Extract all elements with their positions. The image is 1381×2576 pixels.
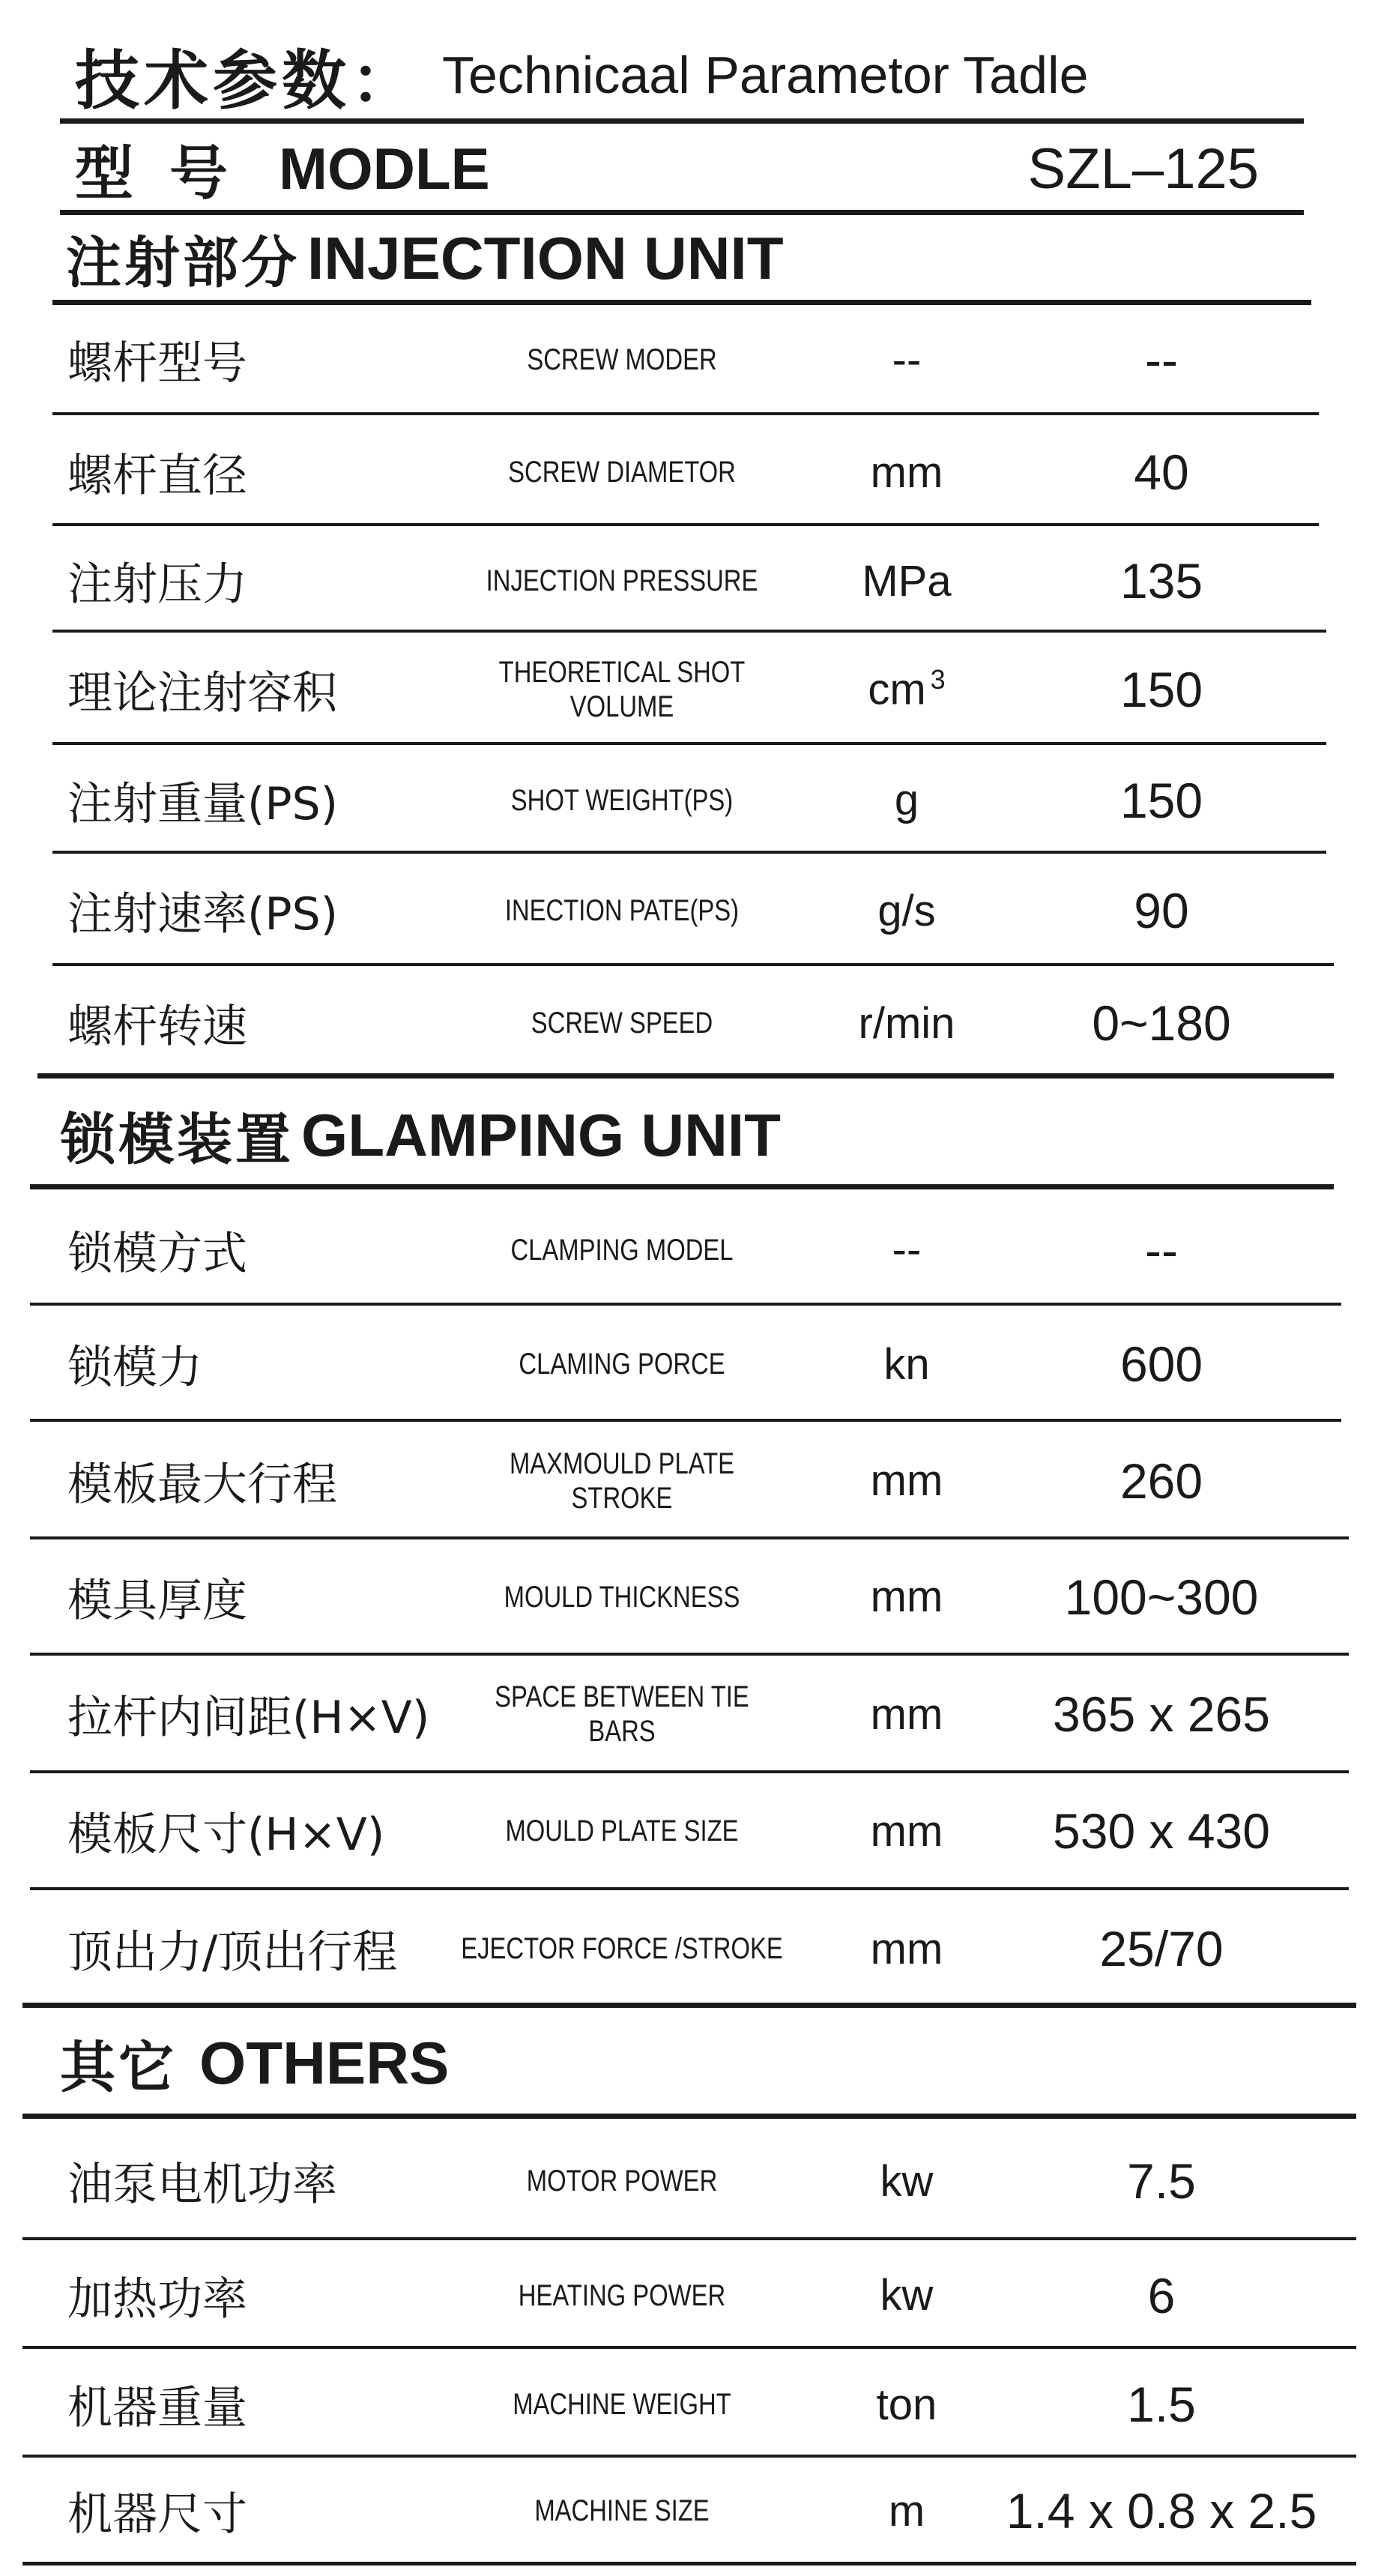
table-row [52, 1658, 1341, 1770]
section-title-en: INJECTION UNIT [307, 225, 784, 292]
param-name-en: THEORETICAL SHOT VOLUME [498, 655, 746, 723]
param-unit: mm [870, 1806, 943, 1856]
param-unit: ton [876, 2380, 937, 2429]
param-name-en: SHOT WEIGHT(PS) [510, 783, 734, 817]
page-title [75, 30, 1089, 120]
param-name-en: SCREW DIAMETOR [508, 456, 736, 489]
divider [60, 210, 1304, 215]
param-name-en: MOULD THICKNESS [504, 1580, 740, 1614]
section-title-en: OTHERS [199, 2029, 450, 2096]
param-unit: r/min [858, 998, 955, 1048]
param-name-en: MAXMOULD PLATE STROKE [509, 1447, 735, 1515]
table-row [52, 1775, 1341, 1887]
param-value: 135 [1119, 553, 1203, 609]
param-value: 150 [1119, 772, 1203, 828]
param-value: 1.5 [1127, 2377, 1196, 2432]
param-name-en: INJECTION PRESSURE [486, 564, 758, 597]
param-unit [832, 664, 982, 714]
divider [52, 851, 1326, 854]
divider [30, 1887, 1349, 1890]
section-title-cn: 其它 [60, 2035, 177, 2100]
param-unit: mm [870, 447, 943, 497]
table-row [52, 2125, 1341, 2237]
divider [30, 1419, 1341, 1422]
param-unit: mm [870, 1924, 943, 1973]
model-label-cn: 型号 [75, 140, 265, 208]
table-row [52, 971, 1341, 1076]
param-unit: MPa [862, 556, 952, 606]
param-name-cn: 螺杆转速 [67, 1001, 247, 1053]
param-unit: mm [870, 1572, 943, 1621]
table-row [52, 1892, 1341, 2005]
table-row [52, 1312, 1341, 1417]
param-value: 7.5 [1127, 2153, 1196, 2209]
param-name-en: CLAMING PORCE [519, 1348, 725, 1381]
unit-superscript: 3 [930, 663, 946, 695]
param-name-cn: 注射压力 [67, 558, 247, 611]
param-value: 530 x 430 [1053, 1803, 1270, 1859]
param-name-cn: 机器尺寸 [67, 2488, 247, 2541]
param-name-en: EJECTOR FORCE /STROKE [461, 1932, 783, 1965]
param-name-en: MOULD PLATE SIZE [505, 1815, 739, 1847]
param-name-en: CLAMPING MODEL [510, 1233, 734, 1267]
table-row [52, 749, 1341, 851]
param-name-en: MOTOR POWER [526, 2165, 718, 2198]
divider [52, 412, 1319, 415]
section-title-cn: 注射部分 [66, 231, 300, 295]
param-value: 150 [1119, 661, 1203, 717]
param-name-cn: 顶出力/顶出行程 [67, 1926, 398, 1979]
param-name-cn: 锁模方式 [67, 1227, 247, 1280]
param-value: -- [1145, 332, 1178, 387]
table-row [52, 315, 1341, 405]
section-title-en: GLAMPING UNIT [301, 1102, 781, 1168]
param-name-cn: 油泵电机功率 [67, 2159, 337, 2211]
param-name-en: SCREW SPEED [531, 1007, 713, 1040]
param-name-cn: 螺杆型号 [67, 337, 247, 390]
section-title-cn: 锁模装置 [60, 1108, 294, 1172]
table-row [52, 639, 1341, 740]
param-unit: kw [880, 2156, 934, 2206]
table-row [52, 1199, 1341, 1300]
param-unit: mm [870, 1456, 943, 1505]
table-row [52, 423, 1341, 521]
param-value: 25/70 [1099, 1921, 1224, 1976]
param-value: 260 [1119, 1453, 1203, 1509]
param-unit: -- [892, 1225, 922, 1274]
param-name-cn: 理论注射容积 [67, 666, 337, 720]
param-value: 1.4 x 0.8 x 2.5 [1006, 2483, 1317, 2539]
section-injection [66, 217, 784, 300]
divider [22, 2003, 1356, 2008]
divider [52, 300, 1311, 305]
divider [30, 1770, 1349, 1773]
param-value: 365 x 265 [1053, 1686, 1270, 1742]
model-row [75, 127, 1289, 210]
table-row [52, 2352, 1341, 2457]
param-name-cn: 拉杆内间距(H×V) [67, 1692, 430, 1744]
param-value: -- [1145, 1222, 1178, 1278]
table-row [52, 2241, 1341, 2350]
divider [22, 2114, 1356, 2119]
divider [22, 2237, 1356, 2240]
param-name-en: HEATING POWER [518, 2278, 726, 2312]
param-name-cn: 锁模力 [67, 1342, 202, 1394]
divider [30, 1536, 1349, 1539]
divider [22, 2346, 1356, 2349]
model-label-en: MODLE [279, 135, 490, 202]
model-value: SZL–125 [1027, 136, 1259, 201]
param-unit: mm [870, 1689, 943, 1739]
param-name-en: SPACE BETWEEN TIE BARS [495, 1680, 749, 1748]
param-unit: m [888, 2486, 925, 2536]
section-others [60, 2012, 449, 2114]
divider [52, 742, 1326, 745]
param-unit: g/s [877, 886, 936, 935]
divider [52, 630, 1326, 633]
divider [30, 1303, 1341, 1306]
param-value: 0~180 [1092, 995, 1231, 1051]
divider [37, 1073, 1334, 1079]
param-name-en: INECTION PATE(PS) [504, 894, 740, 927]
table-row [52, 532, 1341, 630]
param-value: 600 [1119, 1336, 1203, 1392]
divider [22, 2455, 1356, 2458]
divider [60, 118, 1304, 124]
divider [30, 1184, 1334, 1189]
divider [52, 963, 1334, 966]
param-name-en: SCREW MODER [527, 343, 717, 376]
table-row [52, 1542, 1341, 1651]
param-unit: kw [880, 2271, 934, 2320]
param-value: 100~300 [1064, 1569, 1259, 1625]
param-name-cn: 机器重量 [67, 2382, 247, 2434]
param-unit: kn [883, 1339, 930, 1389]
divider [22, 2562, 1356, 2566]
param-name-en: MACHINE SIZE [534, 2494, 710, 2527]
param-name-cn: 螺杆直径 [67, 450, 247, 502]
param-name-cn: 模板尺寸(H×V) [67, 1809, 385, 1861]
divider [30, 1653, 1349, 1656]
param-name-cn: 加热功率 [67, 2272, 247, 2326]
param-name-cn: 注射重量(PS) [67, 777, 339, 830]
title-chinese: 技术参数： [75, 43, 420, 118]
table-row [52, 1426, 1341, 1535]
param-value: 40 [1134, 444, 1189, 500]
param-name-cn: 模具厚度 [67, 1574, 247, 1627]
table-row [52, 858, 1341, 963]
param-unit: -- [892, 335, 922, 384]
param-value: 6 [1147, 2267, 1176, 2323]
param-value: 90 [1134, 883, 1189, 938]
param-name-cn: 模板最大行程 [67, 1458, 337, 1511]
param-name-cn: 注射速率(PS) [67, 888, 339, 941]
unit-text: cm [868, 665, 926, 714]
param-unit: g [894, 776, 919, 824]
title-english: Technicaal Parametor Tadle [442, 46, 1089, 104]
divider [52, 523, 1319, 526]
table-row [52, 2458, 1341, 2563]
section-clamping [60, 1087, 781, 1184]
param-name-en: MACHINE WEIGHT [513, 2388, 731, 2421]
